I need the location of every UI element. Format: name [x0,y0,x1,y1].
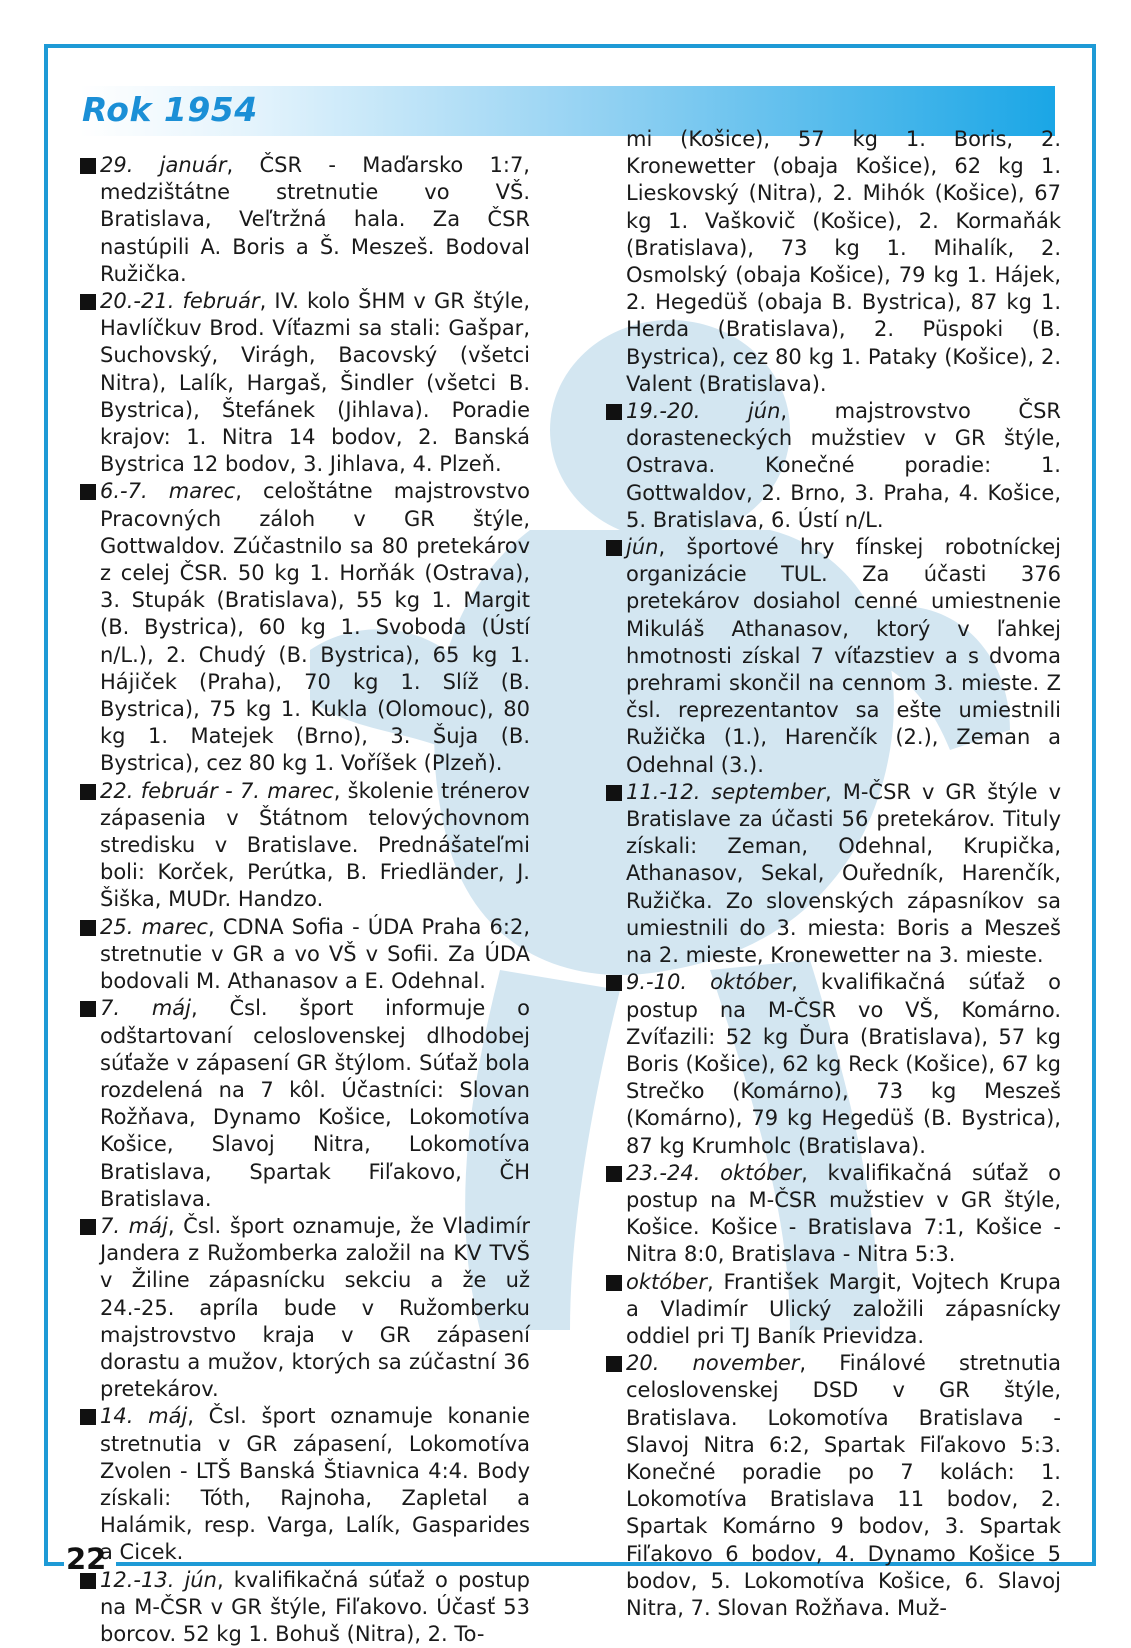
square-bullet-icon [606,975,622,991]
square-bullet-icon [80,294,96,310]
chronicle-entry [606,1350,1061,1622]
entry-date: 9.-10. október [626,970,792,995]
entry-text: , majstrovstvo ČSR dorasteneckých mužstiev v GR štýle, Ostrava. Konečné poradie: 1. Gottwaldov, 2. Brno, 3. Praha, 4. Košice, 5. Bratislava, 6. Ústí n/L. [626,399,1061,532]
square-bullet-icon [606,404,622,420]
square-bullet-icon [606,540,622,556]
entry-text: , školenie trénerov zápasenia v Štátnom telovýchovnom stredisku v Bratislave. Prednášateľmi boli: Korček, Perútka, B. Friedländer, J. Šiška, MUDr. Handzo. [100,778,530,912]
page-title: Rok 1954 [82,90,258,129]
entry-date: 12.-13. jún [100,1567,217,1592]
entry-date: 6.-7. marec [100,479,236,504]
chronicle-entry [606,1160,1061,1269]
square-bullet-icon [80,484,96,500]
entry-text: , športové hry fínskej robotníckej organizácie TUL. Za účasti 376 pretekárov dosiahol cenné umiestnenie Mikuláš Athanasov, ktorý v ľahkej hmotnosti získal 7 víťazstiev a s dvoma prehrami skončil na cennom 3. mieste. Z čsl. reprezentantov sa ešte umiestnili Ružička (1.), Harenčík (2.), Zeman a Odehnal (3.). [626,535,1061,777]
chronicle-entry [80,1403,530,1566]
square-bullet-icon [80,784,96,800]
chronicle-entry [80,478,530,777]
square-bullet-icon [80,1409,96,1425]
chronicle-entry [80,152,530,288]
chronicle-entry [606,779,1061,969]
entry-date: 20.-21. február [100,289,260,314]
entry-date: jún [626,535,659,560]
entry-text: , kvalifikačná súťaž o postup na M-ČSR mužstiev v GR štýle, Košice. Košice - Bratislava 7:1, Košice - Nitra 8:0, Bratislava - Nitra 5:3. [626,1160,1061,1267]
entry-date: 11.-12. september [626,779,826,804]
square-bullet-icon [606,1356,622,1372]
entry-date: október [626,1269,707,1294]
entry-date: 7. máj [100,996,191,1021]
chronicle-entry [606,969,1061,1159]
entry-date: 23.-24. október [626,1160,802,1185]
entry-date: 20. november [626,1351,800,1376]
entry-text: , CDNA Sofia - ÚDA Praha 6:2, stretnutie v GR a vo VŠ v Sofii. Za ÚDA bodovali M. Athanasov a E. Odehnal. [100,914,530,994]
square-bullet-icon [606,1166,622,1182]
entry-text: , kvalifikačná súťaž o postup na M-ČSR v GR štýle, Fiľakovo. Účasť 53 borcov. 52 kg 1. Bohuš (Nitra), 2. To- [100,1567,530,1646]
page-frame-left [44,44,48,1566]
square-bullet-icon [80,1219,96,1235]
page-frame-right [1092,44,1096,1566]
entry-text: , kvalifikačná súťaž o postup na M-ČSR vo VŠ, Komárno. Zvíťazili: 52 kg Ďura (Bratislava), 57 kg Boris (Košice), 62 kg Reck (Košice), 67 kg Strečko (Komárno), 73 kg Meszeš (Komárno), 79 kg Hegedüš (B. Bystrica), 87 kg Krumholc (Bratislava). [626,970,1061,1158]
chronicle-entry [80,288,530,478]
entry-text: , Čsl. šport oznamuje konanie stretnutia v GR zápasení, Lokomotíva Zvolen - LTŠ Banská Štiavnica 4:4. Body získali: Tóth, Rajnoha, Zapletal a Halámik, resp. Varga, Lalík, Gasparides a Cicek. [100,1404,530,1565]
square-bullet-icon [606,1275,622,1291]
chronicle-entry [80,1213,530,1403]
entry-text: , M-ČSR v GR štýle v Bratislave za účasti 56 pretekárov. Tituly získali: Zeman, Odehnal, Krupička, Athanasov, Sekal, Ouředník, Harenčík, Ružička. Zo slovenských zápasníkov sa umiestnili do 3. miesta: Boris a Meszeš na 2. mieste, Kronewetter na 3. mieste. [626,779,1061,968]
page-frame-top [44,44,1096,48]
entry-text: , Čsl. šport informuje o odštartovaní celoslovenskej dlhodobej súťaže v zápasení GR štýlom. Súťaž bola rozdelená na 7 kôl. Účastníci: Slovan Rožňava, Dynamo Košice, Lokomotíva Košice, Slavoj Nitra, Lokomotíva Bratislava, Spartak Fiľakovo, ČH Bratislava. [100,996,530,1211]
entry-text: , Čsl. šport oznamuje, že Vladimír Jandera z Ružomberka založil na KV TVŠ v Žiline zápasnícku sekciu a že už 24.-25. apríla bude v Ružomberku majstrovstvo kraja v GR zápasení dorastu a mužov, ktorých sa zúčastní 36 pretekárov. [100,1213,530,1402]
left-column [80,152,530,1648]
entry-text: , František Margit, Vojtech Krupa a Vladimír Ulický založili zápasnícky oddiel pri TJ Baník Prievidza. [626,1269,1061,1348]
entry-text: , IV. kolo ŠHM v GR štýle, Havlíčkuv Brod. Víťazmi sa stali: Gašpar, Suchovský, Virágh, Bacovský (všetci Nitra), Lalík, Hargaš, Šindler (všetci B. Bystrica), Štefánek (Jihlava). Poradie krajov: 1. Nitra 14 bodov, 2. Banská Bystrica 12 bodov, 3. Jihlava, 4. Plzeň. [100,289,530,477]
square-bullet-icon [80,920,96,936]
entry-date: 29. január [100,153,227,177]
square-bullet-icon [606,785,622,801]
chronicle-entry [606,534,1061,779]
entry-date: 14. máj [100,1404,188,1429]
entry-text: , celoštátne majstrovstvo Pracovných záloh v GR štýle, Gottwaldov. Zúčastnilo sa 80 pretekárov z celej ČSR. 50 kg 1. Horňák (Ostrava), 3. Stupák (Bratislava), 55 kg 1. Margit (B. Bystrica), 60 kg 1. Svoboda (Ústí n/L.), 2. Chudý (B. Bystrica), 65 kg 1. Hájiček (Praha), 70 kg 1. Slíž (B. Bystrica), 75 kg 1. Kukla (Olomouc), 80 kg 1. Matejek (Brno), 3. Šuja (B. Bystrica), cez 80 kg 1. Voříšek (Plzeň). [100,479,531,776]
page-number: 22 [66,1542,107,1576]
square-bullet-icon [80,158,96,174]
entry-date: 22. február - 7. marec [100,778,334,803]
entry-date: 25. marec [100,914,208,939]
entry-continuation: mi (Košice), 57 kg 1. Boris, 2. Kronewetter (obaja Košice), 62 kg 1. Lieskovský (Nitra), 2. Mihók (Košice), 67 kg 1. Vaškovič (Košice), 2. Kormaňák (Bratislava), 73 kg 1. Mihalík, 2. Osmolský (obaja Košice), 79 kg 1. Hájek, 2. Hegedüš (obaja B. Bystrica), 87 kg 1. Herda (Bratislava), 2. Püspoki (B. Bystrica), cez 80 kg 1. Pataky (Košice), 2. Valent (Bratislava). [626,127,1061,396]
right-column [606,126,1061,1622]
chronicle-entry [80,914,530,996]
chronicle-entry [80,1567,530,1648]
entry-text: , Finálové stretnutia celoslovenskej DSD v GR štýle, Bratislava. Lokomotíva Bratislava - Slavoj Nitra 6:2, Spartak Fiľakovo 5:3. Konečné poradie po 7 kolách: 1. Lokomotíva Bratislava 11 bodov, 2. Spartak Komárno 9 bodov, 3. Spartak Fiľakovo 6 bodov, 4. Dynamo Košice 5 bodov, 5. Lokomotíva Košice, 6. Slavoj Nitra, 7. Slovan Rožňava. Muž- [626,1351,1061,1620]
chronicle-entry [80,778,530,914]
chronicle-entry [606,1269,1061,1351]
entry-date: 19.-20. jún [626,399,781,424]
page-frame-bottom-left [44,1562,64,1566]
entry-text: , ČSR - Maďarsko 1:7, medzištátne stretnutie vo VŠ. Bratislava, Veľtržná hala. Za ČSR nastúpili A. Boris a Š. Meszeš. Bodoval Ružička. [100,153,530,286]
chronicle-entry [606,398,1061,534]
square-bullet-icon [80,1001,96,1017]
entry-date: 7. máj [100,1213,168,1238]
chronicle-entry [80,995,530,1213]
